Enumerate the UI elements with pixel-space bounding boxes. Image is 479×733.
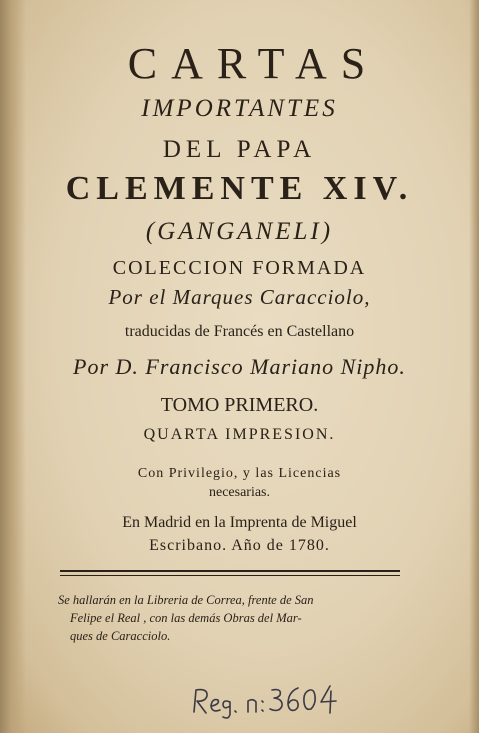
license-line-1: Con Privilegio, y las Licencias bbox=[137, 466, 342, 481]
imprint-line-3: ques de Caracciolo. bbox=[70, 629, 171, 643]
publisher-line-1: En Madrid en la Imprenta de Miguel bbox=[122, 514, 357, 531]
translation-line: traducidas de Francés en Castellano bbox=[124, 323, 355, 340]
volume-line: TOMO PRIMERO. bbox=[160, 394, 319, 416]
pencil-handwriting-icon bbox=[190, 682, 350, 722]
title-ganganeli: (GANGANELI) bbox=[145, 218, 334, 245]
translator-line: Por D. Francisco Mariano Nipho. bbox=[73, 354, 406, 379]
license-line-2: necesarias. bbox=[208, 485, 271, 500]
coleccion-line: COLECCION FORMADA bbox=[112, 257, 367, 279]
title-importantes: IMPORTANTES bbox=[141, 95, 338, 122]
imprint-line-1: Se hallarán en la Libreria de Correa, frente de San bbox=[58, 593, 314, 607]
handwritten-registration-mark bbox=[190, 682, 350, 722]
edition-line: QUARTA IMPRESION. bbox=[143, 426, 336, 443]
title-del-papa: DEL PAPA bbox=[162, 136, 317, 163]
title-cartas: CARTAS bbox=[127, 39, 380, 88]
title-clemente: CLEMENTE XIV. bbox=[65, 170, 414, 207]
editor-line: Por el Marques Caracciolo, bbox=[108, 285, 371, 309]
divider-rule-thick bbox=[60, 570, 400, 572]
publisher-line-2: Escribano. Año de 1780. bbox=[149, 537, 330, 554]
imprint-line-2: Felipe el Real , con las demás Obras del Mar- bbox=[70, 611, 302, 625]
divider-rule-thin bbox=[60, 575, 400, 576]
